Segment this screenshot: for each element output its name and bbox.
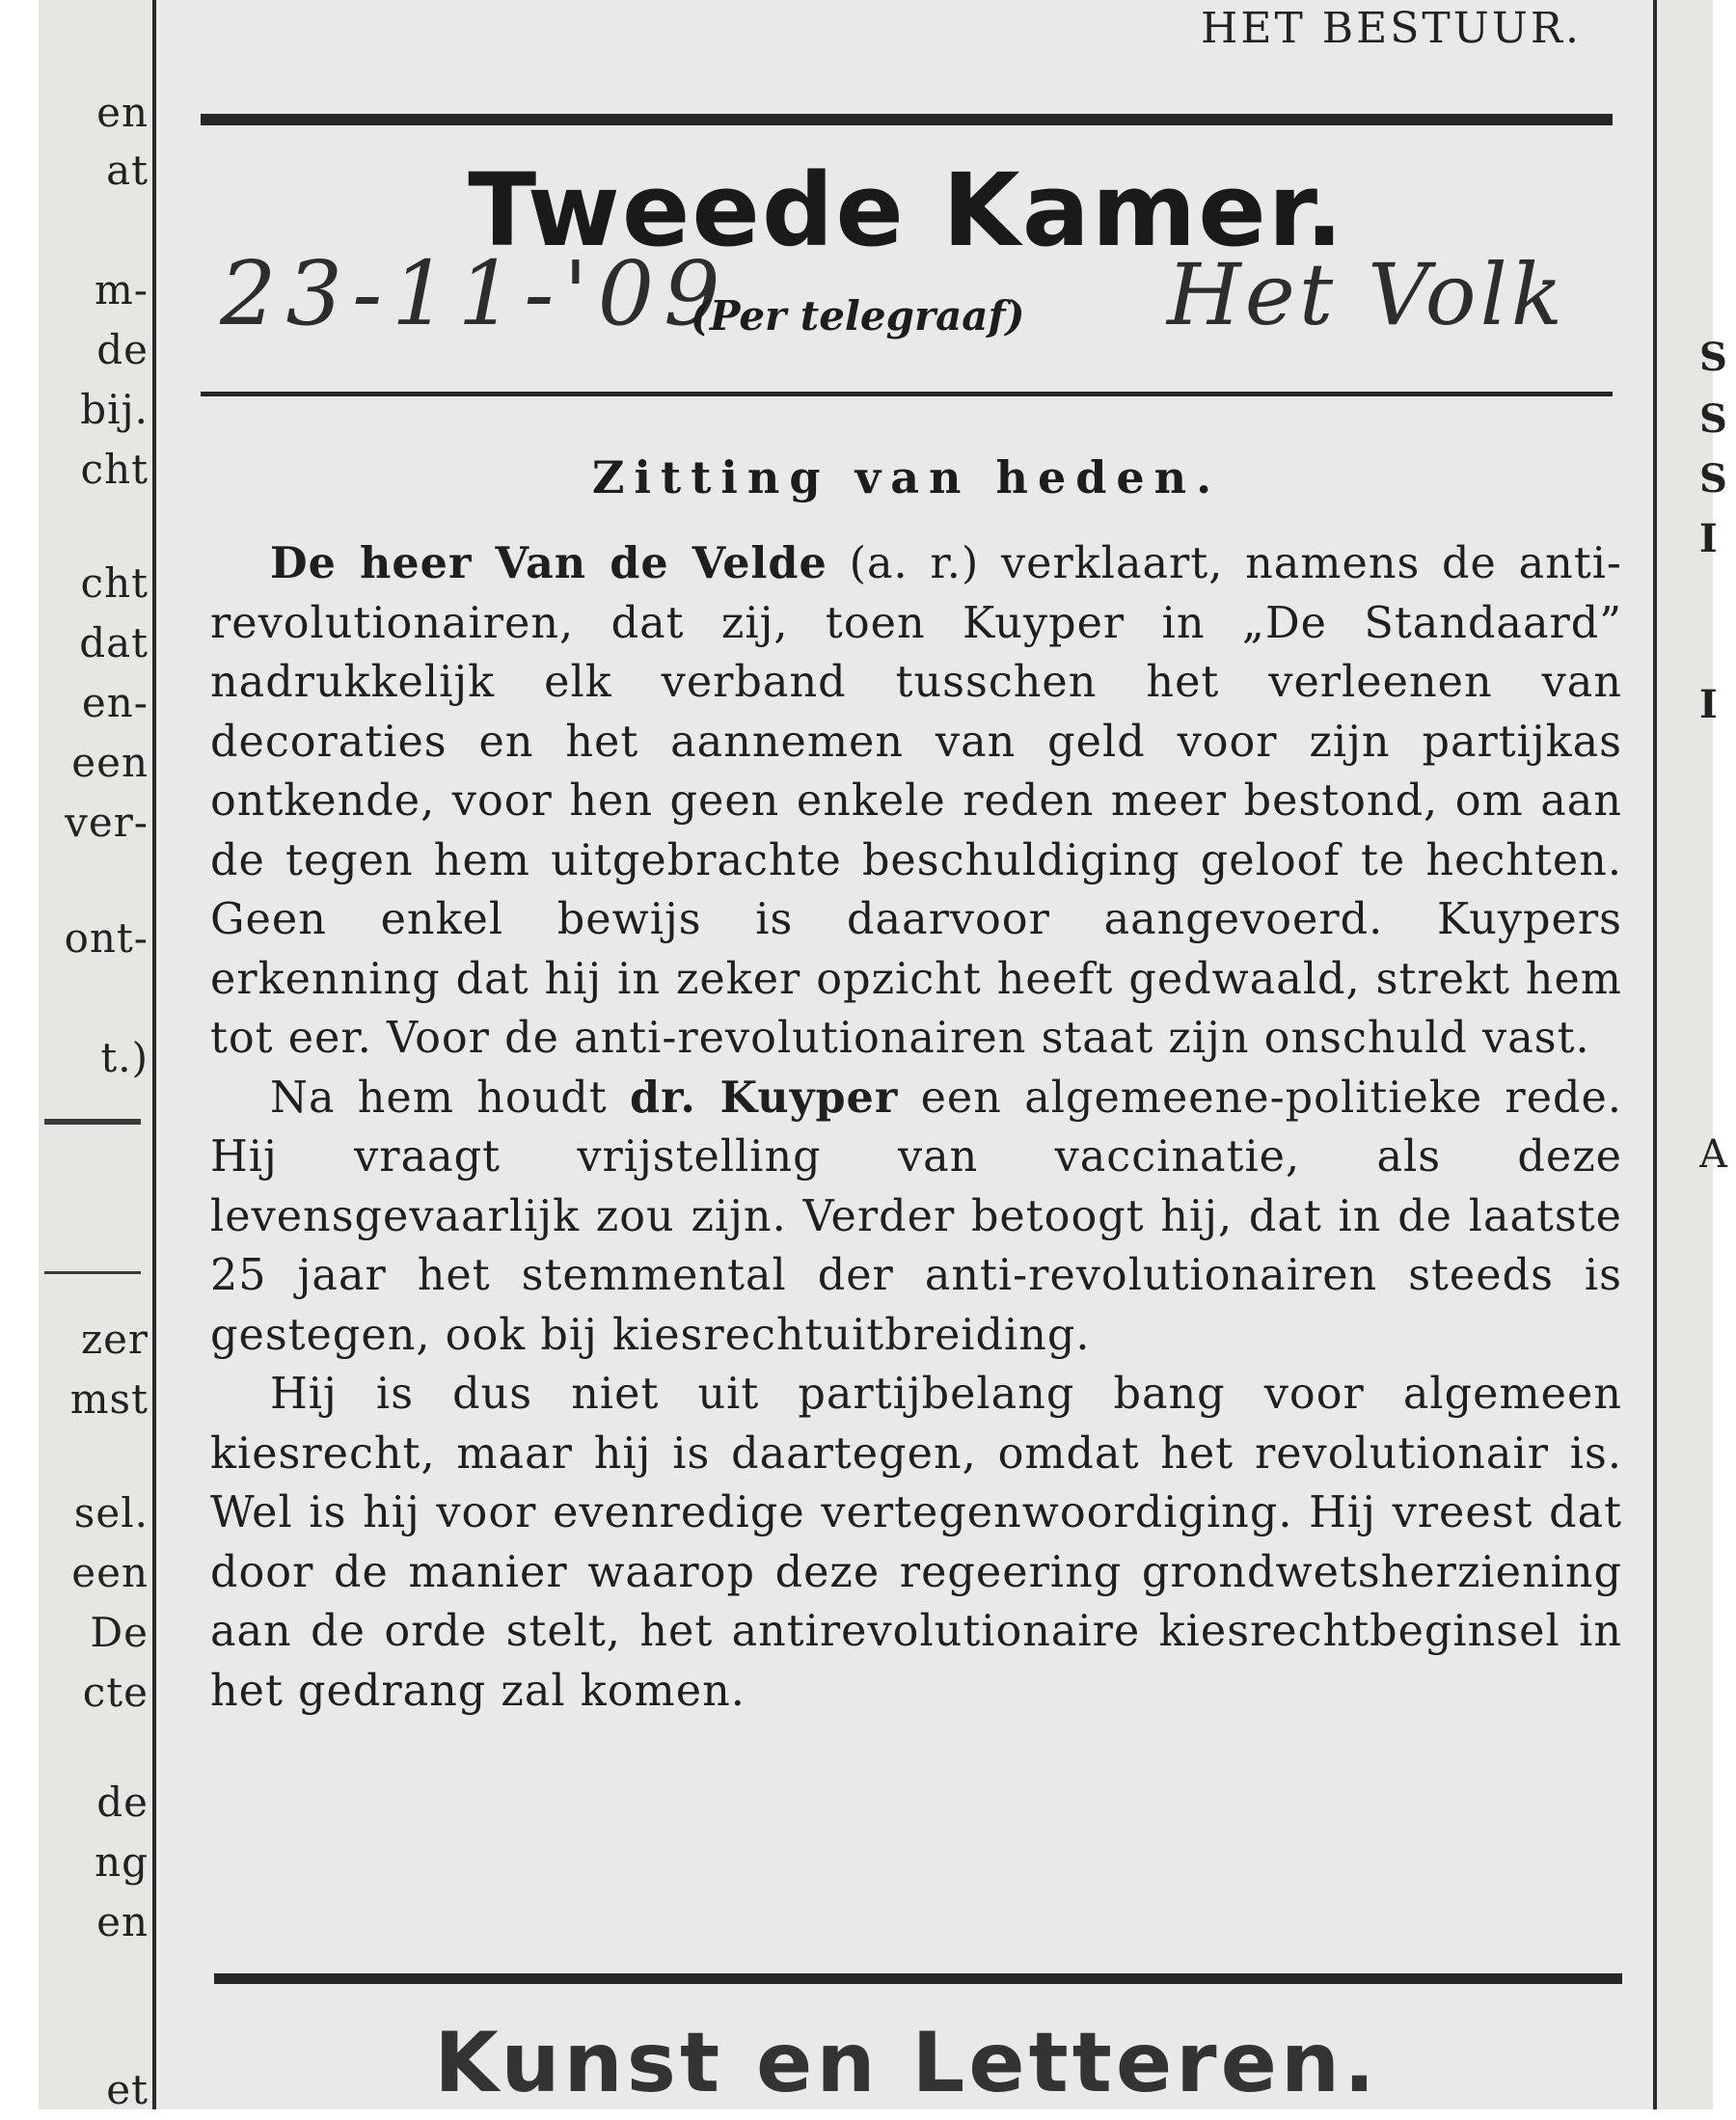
paragraph-text: Na hem houdt	[270, 1073, 630, 1123]
handwritten-source: Het Volk	[1167, 245, 1567, 344]
left-fragment: et	[106, 2066, 149, 2113]
right-fragment: I	[1699, 682, 1718, 727]
left-fragment: cht	[80, 446, 149, 493]
left-fragment: de	[96, 326, 149, 373]
session-heading: Zitting van heden.	[591, 451, 1222, 503]
speaker-name: De heer Van de Velde	[270, 538, 827, 588]
left-fragment: cte	[82, 1669, 149, 1716]
paragraph-text: een algemeene-politieke rede. Hij vraagt vrijstelling van vaccinatie, als deze levensgevaarlijk zou zijn. Verder betoogt hij, dat in de laatste 25 jaar het stemmental der anti-revolutionairen steeds is gestegen, ook bij kiesrechtuitbreiding.	[210, 1073, 1623, 1360]
next-section-heading: Kunst en Letteren.	[434, 2015, 1379, 2111]
left-fragment: ver-	[65, 799, 149, 846]
right-fragment: S	[1699, 396, 1727, 442]
article-subtitle: (Per telegraaf)	[691, 292, 1025, 340]
column-rule-right	[1653, 0, 1657, 2109]
left-fragment: en	[96, 89, 149, 136]
speaker-name: dr. Kuyper	[629, 1072, 899, 1123]
article-paragraph	[210, 1069, 1622, 1366]
left-fragment: mst	[69, 1375, 149, 1423]
left-fragment: bij.	[80, 386, 149, 433]
column-rule-left	[152, 0, 156, 2109]
left-fragment: ng	[95, 1838, 149, 1886]
paragraph-text: (a. r.) verklaart, namens de anti-revolutionairen, dat zij, toen Kuyper in „De Standaard” nadrukkelijk elk verband tusschen het verleenen van decoraties en het aannemen van geld voor zijn partijkas ontkende, voor hen geen enkele reden meer bestond, om aan de tegen hem uitgebrachte beschuldiging geloof te hechten. Geen enkel bewijs is daarvoor aangevoerd. Kuypers erkenning dat hij in zeker opzicht heeft gedwaald, strekt hem tot eer. Voor de anti-revolutionairen staat zijn onschuld vast.	[210, 539, 1622, 1063]
left-fragment: dat	[79, 619, 149, 666]
left-fragment: at	[106, 147, 149, 194]
right-fragment: A	[1699, 1132, 1727, 1177]
scan-margin-right	[1713, 0, 1736, 2109]
right-fragment: S	[1699, 335, 1727, 380]
left-fragment: en	[96, 1898, 149, 1945]
left-fragment: cht	[80, 559, 149, 607]
left-fragment: de	[96, 1779, 149, 1826]
left-fragment: De	[90, 1609, 149, 1656]
left-fragment: een	[71, 739, 149, 786]
left-column-rule	[44, 1119, 141, 1125]
article-paragraph: Hij is dus niet uit partijbelang bang voor algemeen kiesrecht, maar hij is daartegen, omdat het revolutionair is. Wel is hij voor evenredige vertegenwoordiging. Hij vreest dat door de manier waarop deze regeering grondwetsherziening aan de orde stelt, het antirevolutionaire kiesrechtbeginsel in het gedrang zal komen.	[210, 1370, 1622, 1716]
section-rule	[214, 1973, 1622, 1984]
heading-rule-top	[201, 114, 1613, 125]
right-fragment: S	[1699, 456, 1727, 502]
right-fragment: I	[1699, 516, 1718, 561]
masthead-text: HET BESTUUR.	[1200, 4, 1582, 53]
left-fragment: een	[71, 1549, 149, 1596]
heading-rule-bottom	[201, 392, 1613, 396]
left-fragment: sel.	[73, 1489, 149, 1536]
left-fragment: t.)	[100, 1034, 149, 1081]
article-title: Tweede Kamer.	[468, 151, 1345, 269]
left-fragment: ont-	[64, 914, 149, 962]
article-paragraph	[210, 534, 1622, 1069]
article-body	[210, 534, 1622, 1721]
left-fragment: en-	[81, 679, 149, 726]
handwritten-date: 23-11-'09	[220, 242, 730, 345]
adjacent-column-right	[1655, 0, 1713, 2109]
left-fragment: m-	[94, 266, 149, 313]
left-fragment: zer	[80, 1316, 149, 1363]
left-column-rule	[44, 1271, 141, 1274]
